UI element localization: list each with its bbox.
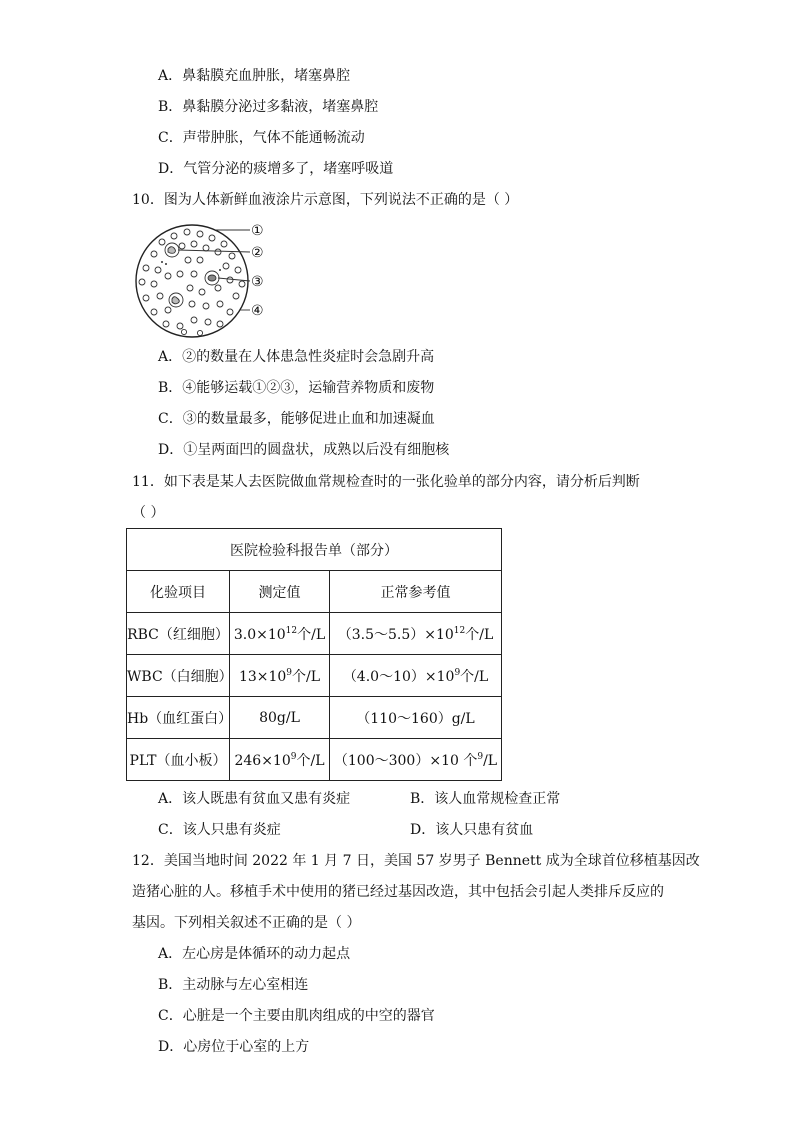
table-header-row <box>127 571 502 613</box>
q11-option-b: B．该人血常规检查正常 <box>410 791 561 807</box>
row-value: $246\times 10^9$个/L <box>230 739 330 781</box>
q10-option-d: D．①呈两面凹的圆盘状，成熟以后没有细胞核 <box>158 442 450 458</box>
header-item: 化验项目 <box>127 571 230 613</box>
q12-option-b: B．主动脉与左心室相连 <box>158 977 309 993</box>
q9-option-d: D．气管分泌的痰增多了，堵塞呼吸道 <box>158 161 394 177</box>
table-row <box>127 613 502 655</box>
row-item: WBC（白细胞） <box>127 655 230 697</box>
q11-option-d: D．该人只患有贫血 <box>410 822 534 838</box>
q10-option-b: B．④能够运载①②③，运输营养物质和废物 <box>158 380 435 396</box>
lab-report-table <box>126 528 502 781</box>
q10-stem: 10．图为人体新鲜血液涂片示意图，下列说法不正确的是（ ） <box>132 192 519 208</box>
row-value: $13\times 10^9$个/L <box>230 655 330 697</box>
q12-stem: 12．美国当地时间 2022 年 1 月 7 日，美国 57 岁男子 Bennett 成为全球首位移植基因改 <box>132 853 700 869</box>
q10-option-a: A．②的数量在人体患急性炎症时会急剧升高 <box>158 349 435 365</box>
row-reference: $(4.0\sim 10)\times 10^9$个/L <box>330 655 502 697</box>
q12-stem-line2: 造猪心脏的人。移植手术中使用的猪已经过基因改造，其中包括会引起人类排斥反应的 <box>132 884 664 900</box>
q12-option-a: A．左心房是体循环的动力起点 <box>158 946 351 962</box>
q11-option-a: A．该人既患有贫血又患有炎症 <box>158 791 351 807</box>
label-4: ④ <box>251 303 264 319</box>
white-blood-cell-2 <box>169 293 183 307</box>
white-blood-cell-3 <box>205 271 219 285</box>
white-blood-cell-1 <box>165 243 179 257</box>
label-3: ③ <box>251 274 264 290</box>
blood-smear-diagram <box>132 220 292 342</box>
q11-stem: 11．如下表是某人去医院做血常规检查时的一张化验单的部分内容，请分析后判断 <box>132 474 640 490</box>
q12-option-c: C．心脏是一个主要由肌肉组成的中空的器官 <box>158 1008 435 1024</box>
header-value: 测定值 <box>230 571 330 613</box>
header-reference: 正常参考值 <box>330 571 502 613</box>
q9-option-b: B．鼻黏膜分泌过多黏液，堵塞鼻腔 <box>158 99 379 115</box>
q11-stem-cont: （ ） <box>132 505 165 521</box>
row-item: RBC（红细胞） <box>127 613 230 655</box>
table-title: 医院检验科报告单（部分） <box>127 529 502 571</box>
row-item: PLT（血小板） <box>127 739 230 781</box>
q10-option-c: C．③的数量最多，能够促进止血和加速凝血 <box>158 411 435 427</box>
row-reference: $(3.5\sim 5.5)\times 10^{12}$个/L <box>330 613 502 655</box>
table-row <box>127 655 502 697</box>
q9-option-a: A．鼻黏膜充血肿胀，堵塞鼻腔 <box>158 68 351 84</box>
q9-option-c: C．声带肿胀，气体不能通畅流动 <box>158 130 365 146</box>
row-item: Hb（血红蛋白） <box>127 697 230 739</box>
row-reference: （110～160）g/L <box>330 697 502 739</box>
q12-stem-line3: 基因。下列相关叙述不正确的是（ ） <box>132 915 361 931</box>
table-row <box>127 739 502 781</box>
table-row <box>127 697 502 739</box>
q11-option-c: C．该人只患有炎症 <box>158 822 281 838</box>
label-1: ① <box>251 223 264 239</box>
row-value: $3.0\times 10^{12}$个/L <box>230 613 330 655</box>
q12-option-d: D．心房位于心室的上方 <box>158 1039 310 1055</box>
row-value: 80g/L <box>230 697 330 739</box>
label-2: ② <box>251 245 264 261</box>
row-reference: （100～300）×10 个$^9$/L <box>330 739 502 781</box>
